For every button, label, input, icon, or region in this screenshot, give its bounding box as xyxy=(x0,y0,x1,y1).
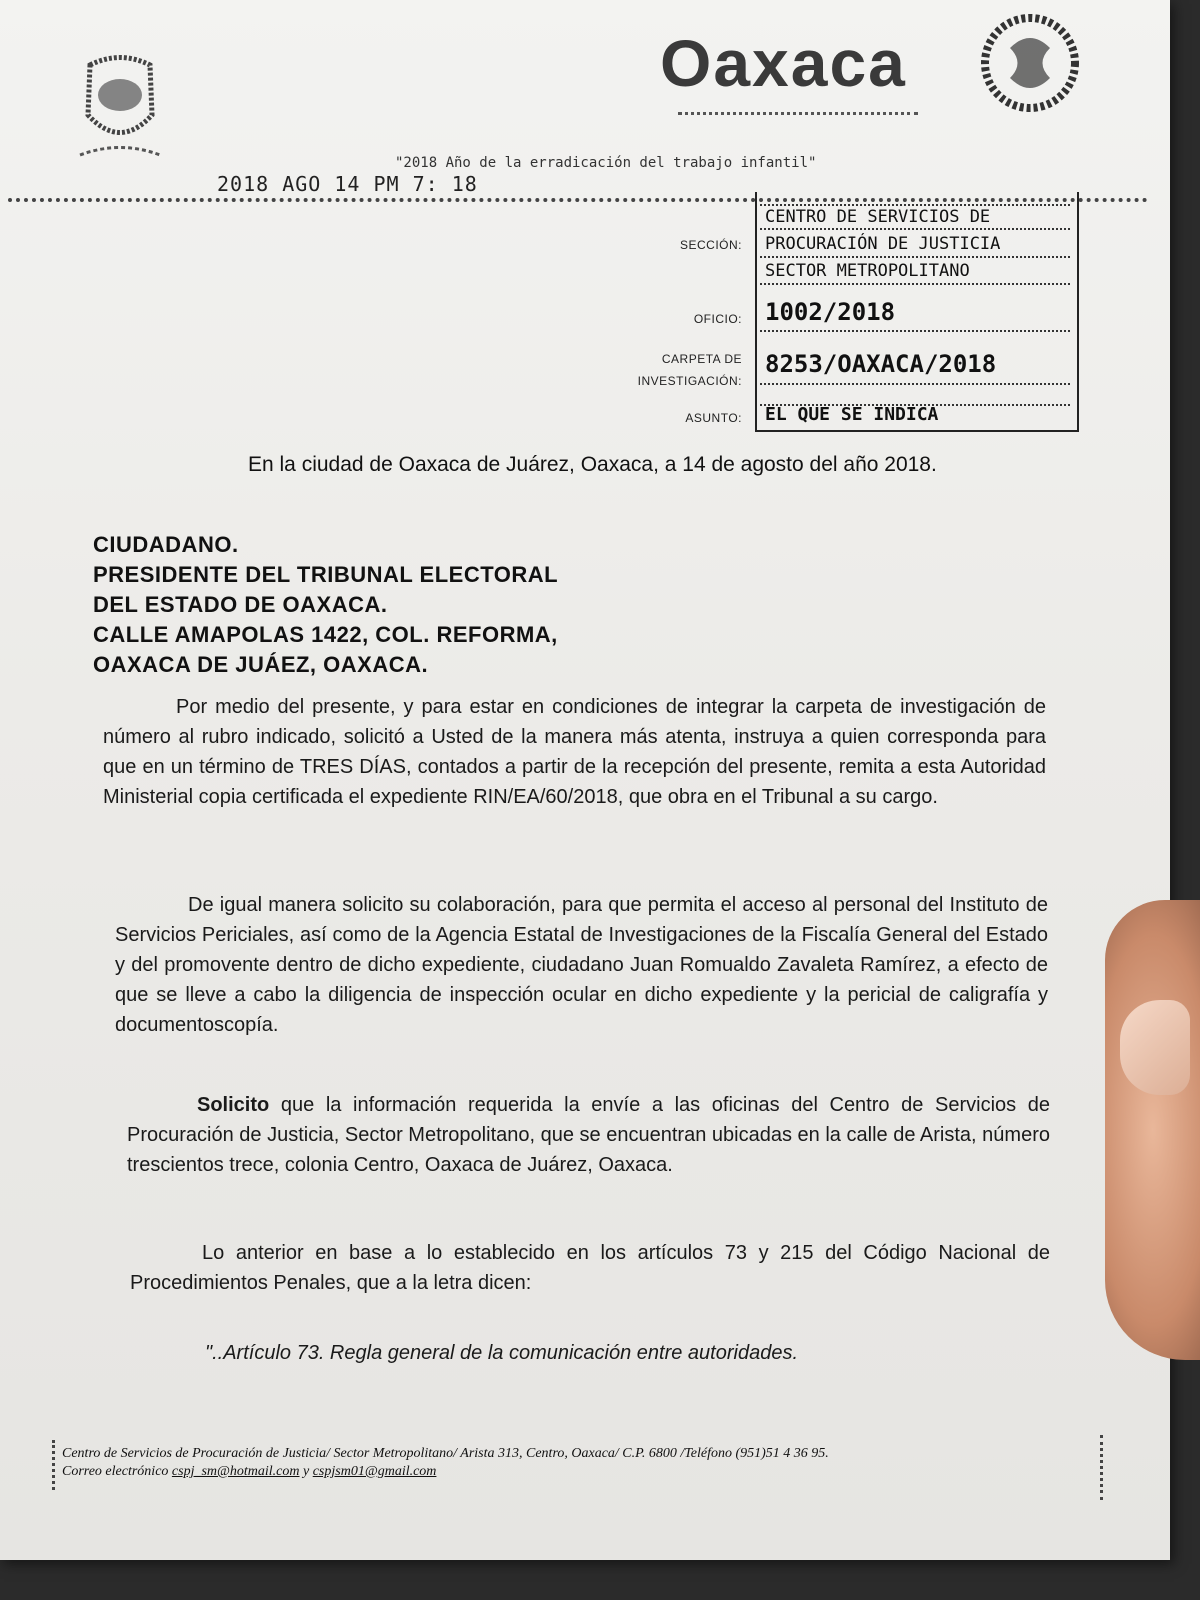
seccion-label: SECCIÓN: xyxy=(679,238,742,252)
seccion-line-2: PROCURACIÓN DE JUSTICIA xyxy=(765,234,1001,254)
brand-underline xyxy=(678,112,918,115)
holding-hand xyxy=(1105,900,1200,1360)
dotted-rule xyxy=(760,256,1070,258)
oficio-label: OFICIO: xyxy=(693,312,742,326)
footer-right-rule xyxy=(1100,1435,1103,1500)
seccion-line-3: SECTOR METROPOLITANO xyxy=(765,261,970,281)
dotted-rule xyxy=(760,383,1070,385)
footer-email-1[interactable]: cspj_sm@hotmail.com xyxy=(171,1464,300,1479)
received-stamp: 2018 AGO 14 PM 7: 18 xyxy=(217,172,478,196)
paragraph-3-text: que la información requerida la envíe a las oficinas del Centro de Servicios de Procuración de Justicia, Sector Metropolitano, que se encuentran ubicadas en la calle de Arista, número trescientos trece, colonia Centro, Oaxaca de Juárez, Oaxaca. xyxy=(127,1094,1050,1176)
footer-address: Centro de Servicios de Procuración de Justicia/ Sector Metropolitano/ Arista 313, Centro, Oaxaca/ C.P. 6800 /Teléfono (951)51 4 36 95. xyxy=(62,1446,829,1461)
asunto-value: EL QUE SE INDICA xyxy=(765,404,939,425)
dotted-rule xyxy=(760,204,1070,206)
addressee-line-3: DEL ESTADO DE OAXACA. xyxy=(93,592,388,617)
thumbnail xyxy=(1120,1000,1190,1095)
addressee-line-4: CALLE AMAPOLAS 1422, COL. REFORMA, xyxy=(93,622,558,647)
government-emblem-icon xyxy=(975,8,1085,123)
addressee-line-1: CIUDADANO. xyxy=(93,532,239,557)
dotted-rule xyxy=(760,228,1070,230)
paragraph-delivery-address xyxy=(127,1090,1050,1180)
dotted-rule xyxy=(760,283,1070,285)
solicito-bold: Solicito xyxy=(197,1094,270,1116)
carpeta-value: 8253/OAXACA/2018 xyxy=(765,350,997,378)
date-line: En la ciudad de Oaxaca de Juárez, Oaxaca, a 14 de agosto del año 2018. xyxy=(248,453,937,476)
paragraph-legal-basis: Lo anterior en base a lo establecido en los artículos 73 y 215 del Código Nacional de Procedimientos Penales, que a la letra dicen: xyxy=(130,1242,1050,1294)
paragraph-request-copy: Por medio del presente, y para estar en condiciones de integrar la carpeta de investigación de número al rubro indicado, solicitó a Usted de la manera más atenta, instruya a quien corresponda para que en un término de TRES DÍAS, contados a partir de la recepción del presente, remita a esta Autoridad Ministerial copia certificada el expediente RIN/EA/60/2018, que obra en el Tribunal a su cargo. xyxy=(103,696,1046,808)
footer-email-sep: y xyxy=(299,1464,313,1479)
footer-contact xyxy=(62,1445,829,1481)
seccion-line-1: CENTRO DE SERVICIOS DE xyxy=(765,207,991,227)
asunto-label: ASUNTO: xyxy=(685,411,742,425)
article-quote: "..Artículo 73. Regla general de la comunicación entre autoridades. xyxy=(205,1342,799,1364)
footer-email-line xyxy=(62,1463,829,1481)
seccion-value xyxy=(765,204,1000,285)
state-coat-of-arms-icon xyxy=(70,45,170,165)
footer-email-label: Correo electrónico xyxy=(62,1464,172,1479)
brand-wordmark: Oaxaca xyxy=(660,26,907,100)
dotted-rule xyxy=(760,404,1070,406)
addressee-line-2: PRESIDENTE DEL TRIBUNAL ELECTORAL xyxy=(93,562,559,587)
carpeta-label-2: INVESTIGACIÓN: xyxy=(637,374,742,388)
dotted-rule xyxy=(760,330,1070,332)
footer-left-rule xyxy=(52,1440,55,1490)
carpeta-label-1: CARPETA DE xyxy=(661,352,742,366)
footer-email-2[interactable]: cspjsm01@gmail.com xyxy=(312,1464,437,1479)
addressee-block xyxy=(93,530,558,680)
year-motto: "2018 Año de la erradicación del trabajo infantil" xyxy=(395,155,817,171)
oficio-value: 1002/2018 xyxy=(765,298,896,326)
addressee-line-5: OAXACA DE JUÁEZ, OAXACA. xyxy=(93,652,429,677)
paragraph-access-request: De igual manera solicito su colaboración, para que permita el acceso al personal del Instituto de Servicios Periciales, así como de la Agencia Estatal de Investigaciones de la Fiscalía General del Estado y del promovente dentro de dicho expediente, ciudadano Juan Romualdo Zavaleta Ramírez, a efecto de que se lleve a cabo la diligencia de inspección ocular en dicho expediente y la pericial de caligrafía y documentoscopía. xyxy=(115,894,1048,1036)
